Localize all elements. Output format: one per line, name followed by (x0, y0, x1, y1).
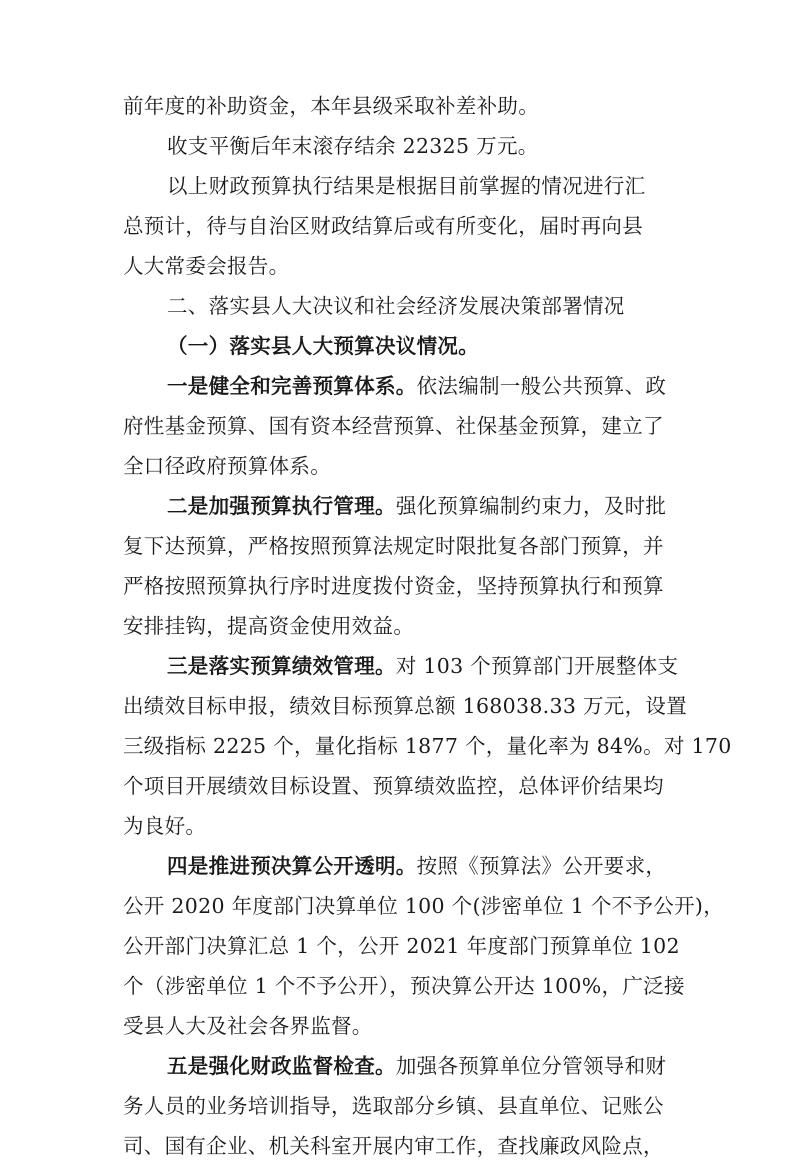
text-line: 复下达预算，严格按照预算法规定时限批复各部门预算，并 (123, 534, 664, 558)
paragraph-first-line (123, 846, 691, 886)
text-line: 受县人大及社会各界监督。 (123, 1014, 373, 1038)
paragraph-text: 对 103 个预算部门开展整体支 (395, 654, 679, 678)
paragraph-text: 按照《预算法》公开要求， (416, 854, 667, 878)
text-line: 全口径政府预算体系。 (123, 454, 331, 478)
paragraph-text: 加强各预算单位分管领导和财 (395, 1054, 667, 1078)
text-line: 人大常委会报告。 (123, 254, 290, 278)
document-page (123, 86, 732, 1166)
paragraph-lead: 二是加强预算执行管理。 (167, 494, 396, 518)
text-line: 安排挂钩，提高资金使用效益。 (123, 614, 415, 638)
text-line: 为良好。 (123, 814, 207, 838)
section-heading: 二、落实县人大决议和社会经济发展决策部署情况 (167, 294, 625, 318)
text-line: 府性基金预算、国有资本经营预算、社保基金预算，建立了 (123, 414, 664, 438)
paragraph-lead: 三是落实预算绩效管理。 (167, 654, 396, 678)
text-line: 公开部门决算汇总 1 个，公开 2021 年度部门预算单位 102 (123, 934, 680, 958)
paragraph-lead: 四是推进预决算公开透明。 (167, 854, 417, 878)
text-line: 个项目开展绩效目标设置、预算绩效监控，总体评价结果均 (123, 774, 664, 798)
text-line: 司、国有企业、机关科室开展内审工作，查找廉政风险点， (123, 1134, 664, 1158)
subsection-heading: （一）落实县人大预算决议情况。 (167, 334, 479, 358)
paragraph-text: 强化预算编制约束力，及时批 (395, 494, 667, 518)
paragraph-first-line (123, 486, 691, 526)
paragraph-text: 依法编制一般公共预算、政 (416, 374, 667, 398)
text-line: 公开 2020 年度部门决算单位 100 个(涉密单位 1 个不予公开)， (123, 894, 725, 918)
text-line: 前年度的补助资金，本年县级采取补差补助。 (123, 94, 539, 118)
text-line: 以上财政预算执行结果是根据目前掌握的情况进行汇 (167, 174, 646, 198)
paragraph-first-line (123, 1046, 691, 1086)
text-line: 个（涉密单位 1 个不予公开），预决算公开达 100%，广泛接 (123, 974, 685, 998)
text-line: 务人员的业务培训指导，选取部分乡镇、县直单位、记账公 (123, 1094, 664, 1118)
paragraph-first-line (123, 646, 691, 686)
paragraph-lead: 五是强化财政监督检查。 (167, 1054, 396, 1078)
text-line: 出绩效目标申报，绩效目标预算总额 168038.33 万元，设置 (123, 694, 687, 718)
text-line: 严格按照预算执行序时进度拨付资金，坚持预算执行和预算 (123, 574, 664, 598)
text-line: 收支平衡后年末滚存结余 22325 万元。 (167, 134, 539, 158)
paragraph-first-line (123, 366, 691, 406)
paragraph-lead: 一是健全和完善预算体系。 (167, 374, 417, 398)
text-line: 三级指标 2225 个，量化指标 1877 个，量化率为 84%。对 170 (123, 734, 732, 758)
text-line: 总预计，待与自治区财政结算后或有所变化，届时再向县 (123, 214, 643, 238)
